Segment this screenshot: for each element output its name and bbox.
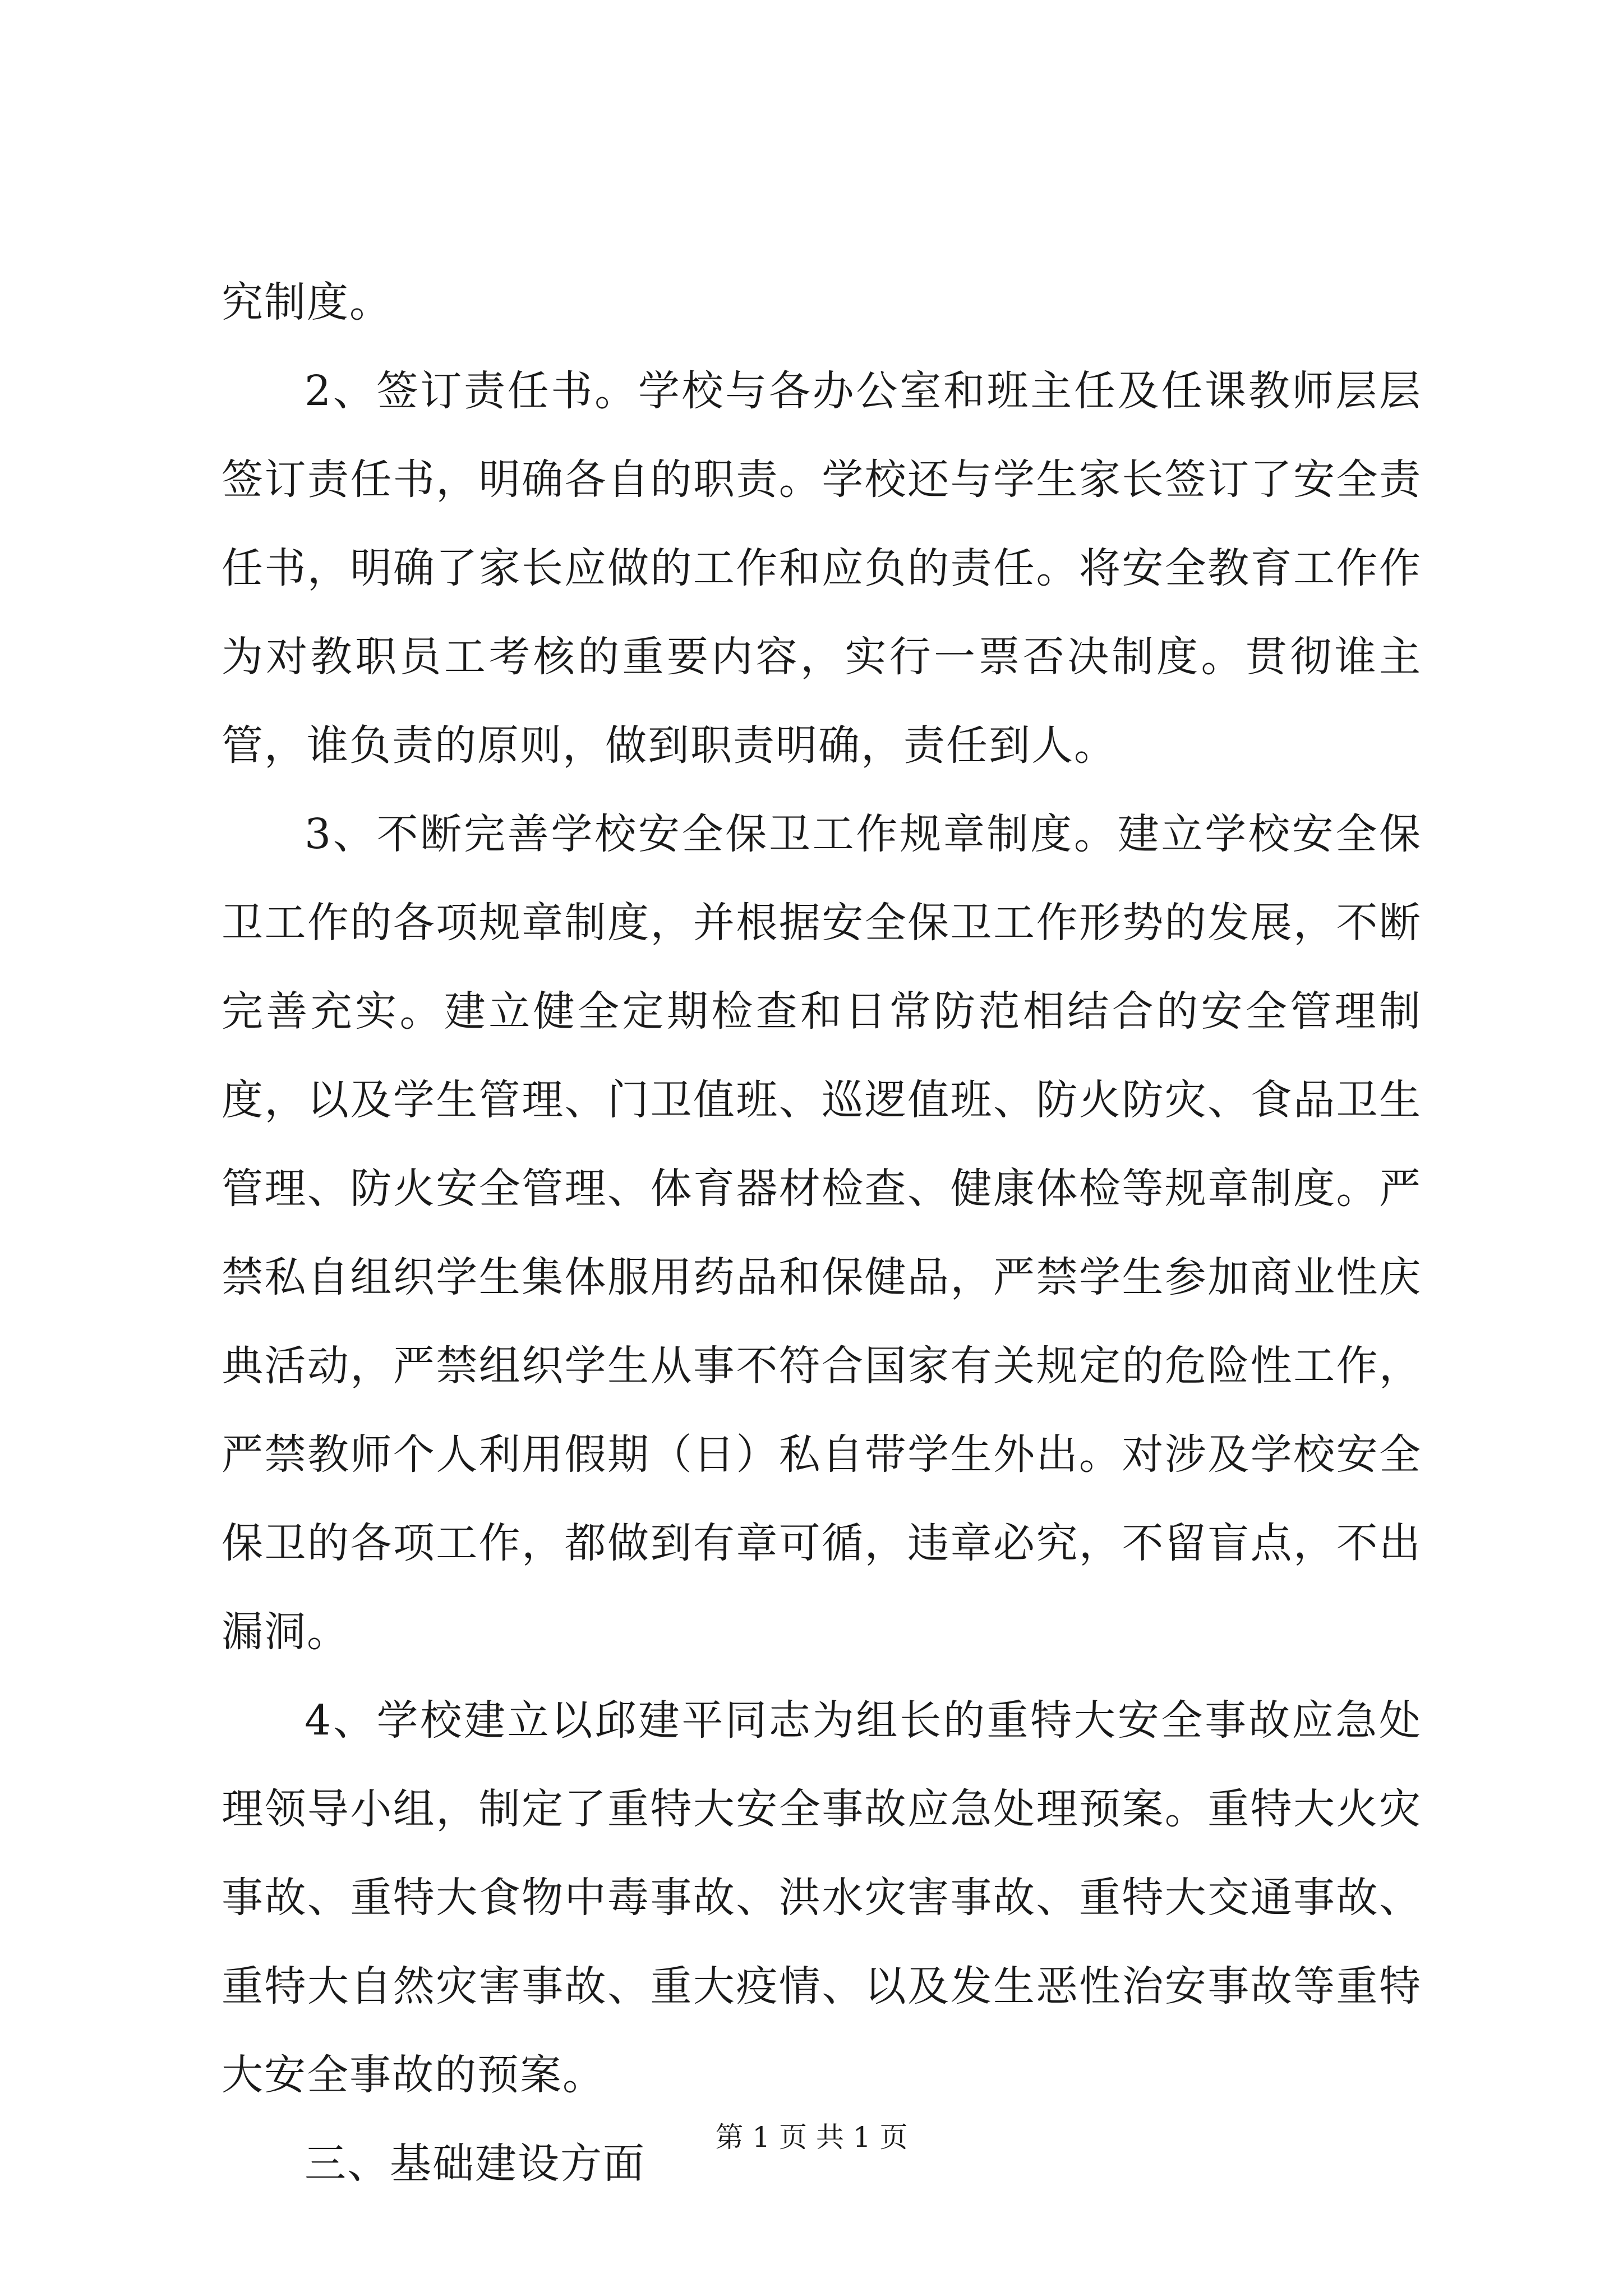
section-heading-infrastructure: 三、基础建设方面 (305, 2139, 645, 2188)
document-body (222, 258, 1422, 2208)
paragraph-responsibility-letter: 2、签订责任书。学校与各办公室和班主任及任课教师层层签订责任书，明确各自的职责。学校还与学生家长签订了安全责任书，明确了家长应做的工作和应负的责任。将安全教育工作作为对教职员工考核的重要内容，实行一票否决制度。贯彻谁主管，谁负责的原则，做到职责明确，责任到人。 (222, 367, 1422, 770)
paragraph-emergency-plan: 4、学校建立以邱建平同志为组长的重特大安全事故应急处理领导小组，制定了重特大安全事故应急处理预案。重特大火灾事故、重特大食物中毒事故、洪水灾害事故、重特大交通事故、重特大自然灾害事故、重大疫情、以及发生恶性治安事故等重特大安全事故的预案。 (222, 1696, 1422, 2099)
paragraph-rules-regulations: 3、不断完善学校安全保卫工作规章制度。建立学校安全保卫工作的各项规章制度，并根据安全保卫工作形势的发展，不断完善充实。建立健全定期检查和日常防范相结合的安全管理制度，以及学生管理、门卫值班、巡逻值班、防火防灾、食品卫生管理、防火安全管理、体育器材检查、健康体检等规章制度。严禁私自组织学生集体服用药品和保健品，严禁学生参加商业性庆典活动，严禁组织学生从事不符合国家有关规定的危险性工作，严禁教师个人利用假期（日）私自带学生外出。对涉及学校安全保卫的各项工作，都做到有章可循，违章必究，不留盲点，不出漏洞。 (222, 810, 1422, 1656)
paragraph-continuation: 究制度。 (222, 278, 392, 326)
page-footer: 第 1 页 共 1 页 (715, 2121, 908, 2154)
